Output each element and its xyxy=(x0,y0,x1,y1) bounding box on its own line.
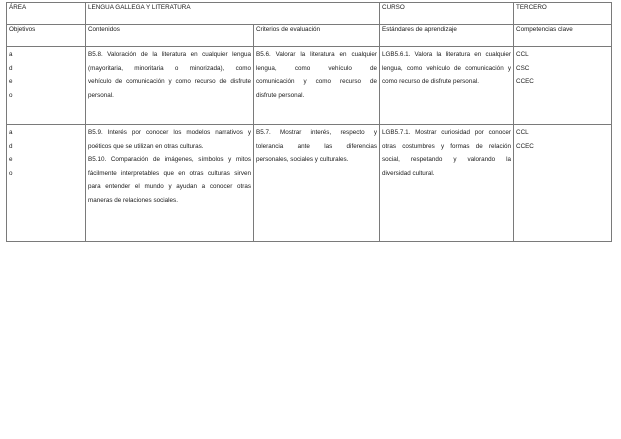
estandar-line: LGB5.6.1. Valora la literatura en cualquier xyxy=(382,51,512,58)
estandar-line: social, respetando y valorando la xyxy=(382,156,512,164)
table-row xyxy=(7,125,612,242)
column-header-contenidos: Contenidos xyxy=(86,25,254,47)
competencia-item: CCL xyxy=(516,129,529,136)
criterios-cell xyxy=(254,47,380,125)
estandar-line: como recurso de disfrute personal. xyxy=(382,78,479,86)
contenido-line: (mayoritaria, minoritaria o minorizada), como xyxy=(88,64,251,72)
contenido-line: vehículo de comunicación y como recurso de disfrute xyxy=(88,78,251,86)
objetivo-item: d xyxy=(9,142,13,150)
objetivo-item: a xyxy=(9,129,13,136)
criterios-cell xyxy=(254,125,380,242)
objetivos-cell xyxy=(7,47,86,125)
competencia-item: CSC xyxy=(516,64,530,72)
contenido-line: B5.8. Valoración de la literatura en cualquier lengua xyxy=(88,51,251,58)
area-value: LENGUA GALLEGA Y LITERATURA xyxy=(86,3,380,25)
objetivo-item: o xyxy=(9,91,13,99)
estandar-line: otras costumbres y formas de relación xyxy=(382,142,512,150)
objetivo-item: e xyxy=(9,156,13,164)
column-header-estandares: Estándares de aprendizaje xyxy=(380,25,514,47)
objetivo-item: a xyxy=(9,51,13,58)
estandares-cell xyxy=(380,125,514,242)
estandares-cell xyxy=(380,47,514,125)
table-row xyxy=(7,47,612,125)
criterio-line: disfrute personal. xyxy=(256,91,305,99)
competencias-cell xyxy=(514,47,612,125)
estandar-line: LGB5.7.1. Mostrar curiosidad por conocer xyxy=(382,129,512,136)
contenido-line: poéticos que se utilizan en otras culturas. xyxy=(88,142,204,150)
objetivo-item: o xyxy=(9,169,13,177)
contenido-line: maneras de relaciones sociales. xyxy=(88,196,178,204)
contenidos-cell xyxy=(86,125,254,242)
column-header-row xyxy=(7,25,612,47)
curriculum-table xyxy=(6,2,612,242)
column-header-criterios: Criterios de evaluación xyxy=(254,25,380,47)
contenido-line: B5.10. Comparación de imágenes, símbolos y mitos xyxy=(88,156,251,164)
objetivo-item: e xyxy=(9,78,13,86)
course-label: CURSO xyxy=(380,3,514,25)
competencias-cell xyxy=(514,125,612,242)
estandar-line: lengua, como vehículo de comunicación y xyxy=(382,64,512,72)
criterio-line: B5.6. Valorar la literatura en cualquier xyxy=(256,51,378,58)
criterio-line: tolerancia ante las diferencias xyxy=(256,142,378,150)
contenido-line: para entender el mundo y ayudan a conocer otras xyxy=(88,183,251,191)
competencia-item: CCEC xyxy=(516,78,534,86)
contenido-line: personal. xyxy=(88,91,114,99)
criterio-line: B5.7. Mostrar interés, respecto y xyxy=(256,129,378,136)
objetivo-item: d xyxy=(9,64,13,72)
criterio-line: lengua, como vehículo de xyxy=(256,64,378,72)
criterio-line: personales, sociales y culturales. xyxy=(256,156,349,164)
contenidos-cell xyxy=(86,47,254,125)
header-row xyxy=(7,3,612,25)
course-value: TERCERO xyxy=(514,3,612,25)
criterio-line: comunicación y como recurso de xyxy=(256,78,378,86)
contenido-line: fácilmente interpretables que en otras culturas sirven xyxy=(88,169,251,177)
competencia-item: CCEC xyxy=(516,142,534,150)
objetivos-cell xyxy=(7,125,86,242)
column-header-objetivos: Objetivos xyxy=(7,25,86,47)
estandar-line: diversidad cultural. xyxy=(382,169,435,177)
column-header-competencias: Competencias clave xyxy=(514,25,612,47)
contenido-line: B5.9. Interés por conocer los modelos narrativos y xyxy=(88,129,251,136)
area-label: ÁREA xyxy=(7,3,86,25)
competencia-item: CCL xyxy=(516,51,529,58)
